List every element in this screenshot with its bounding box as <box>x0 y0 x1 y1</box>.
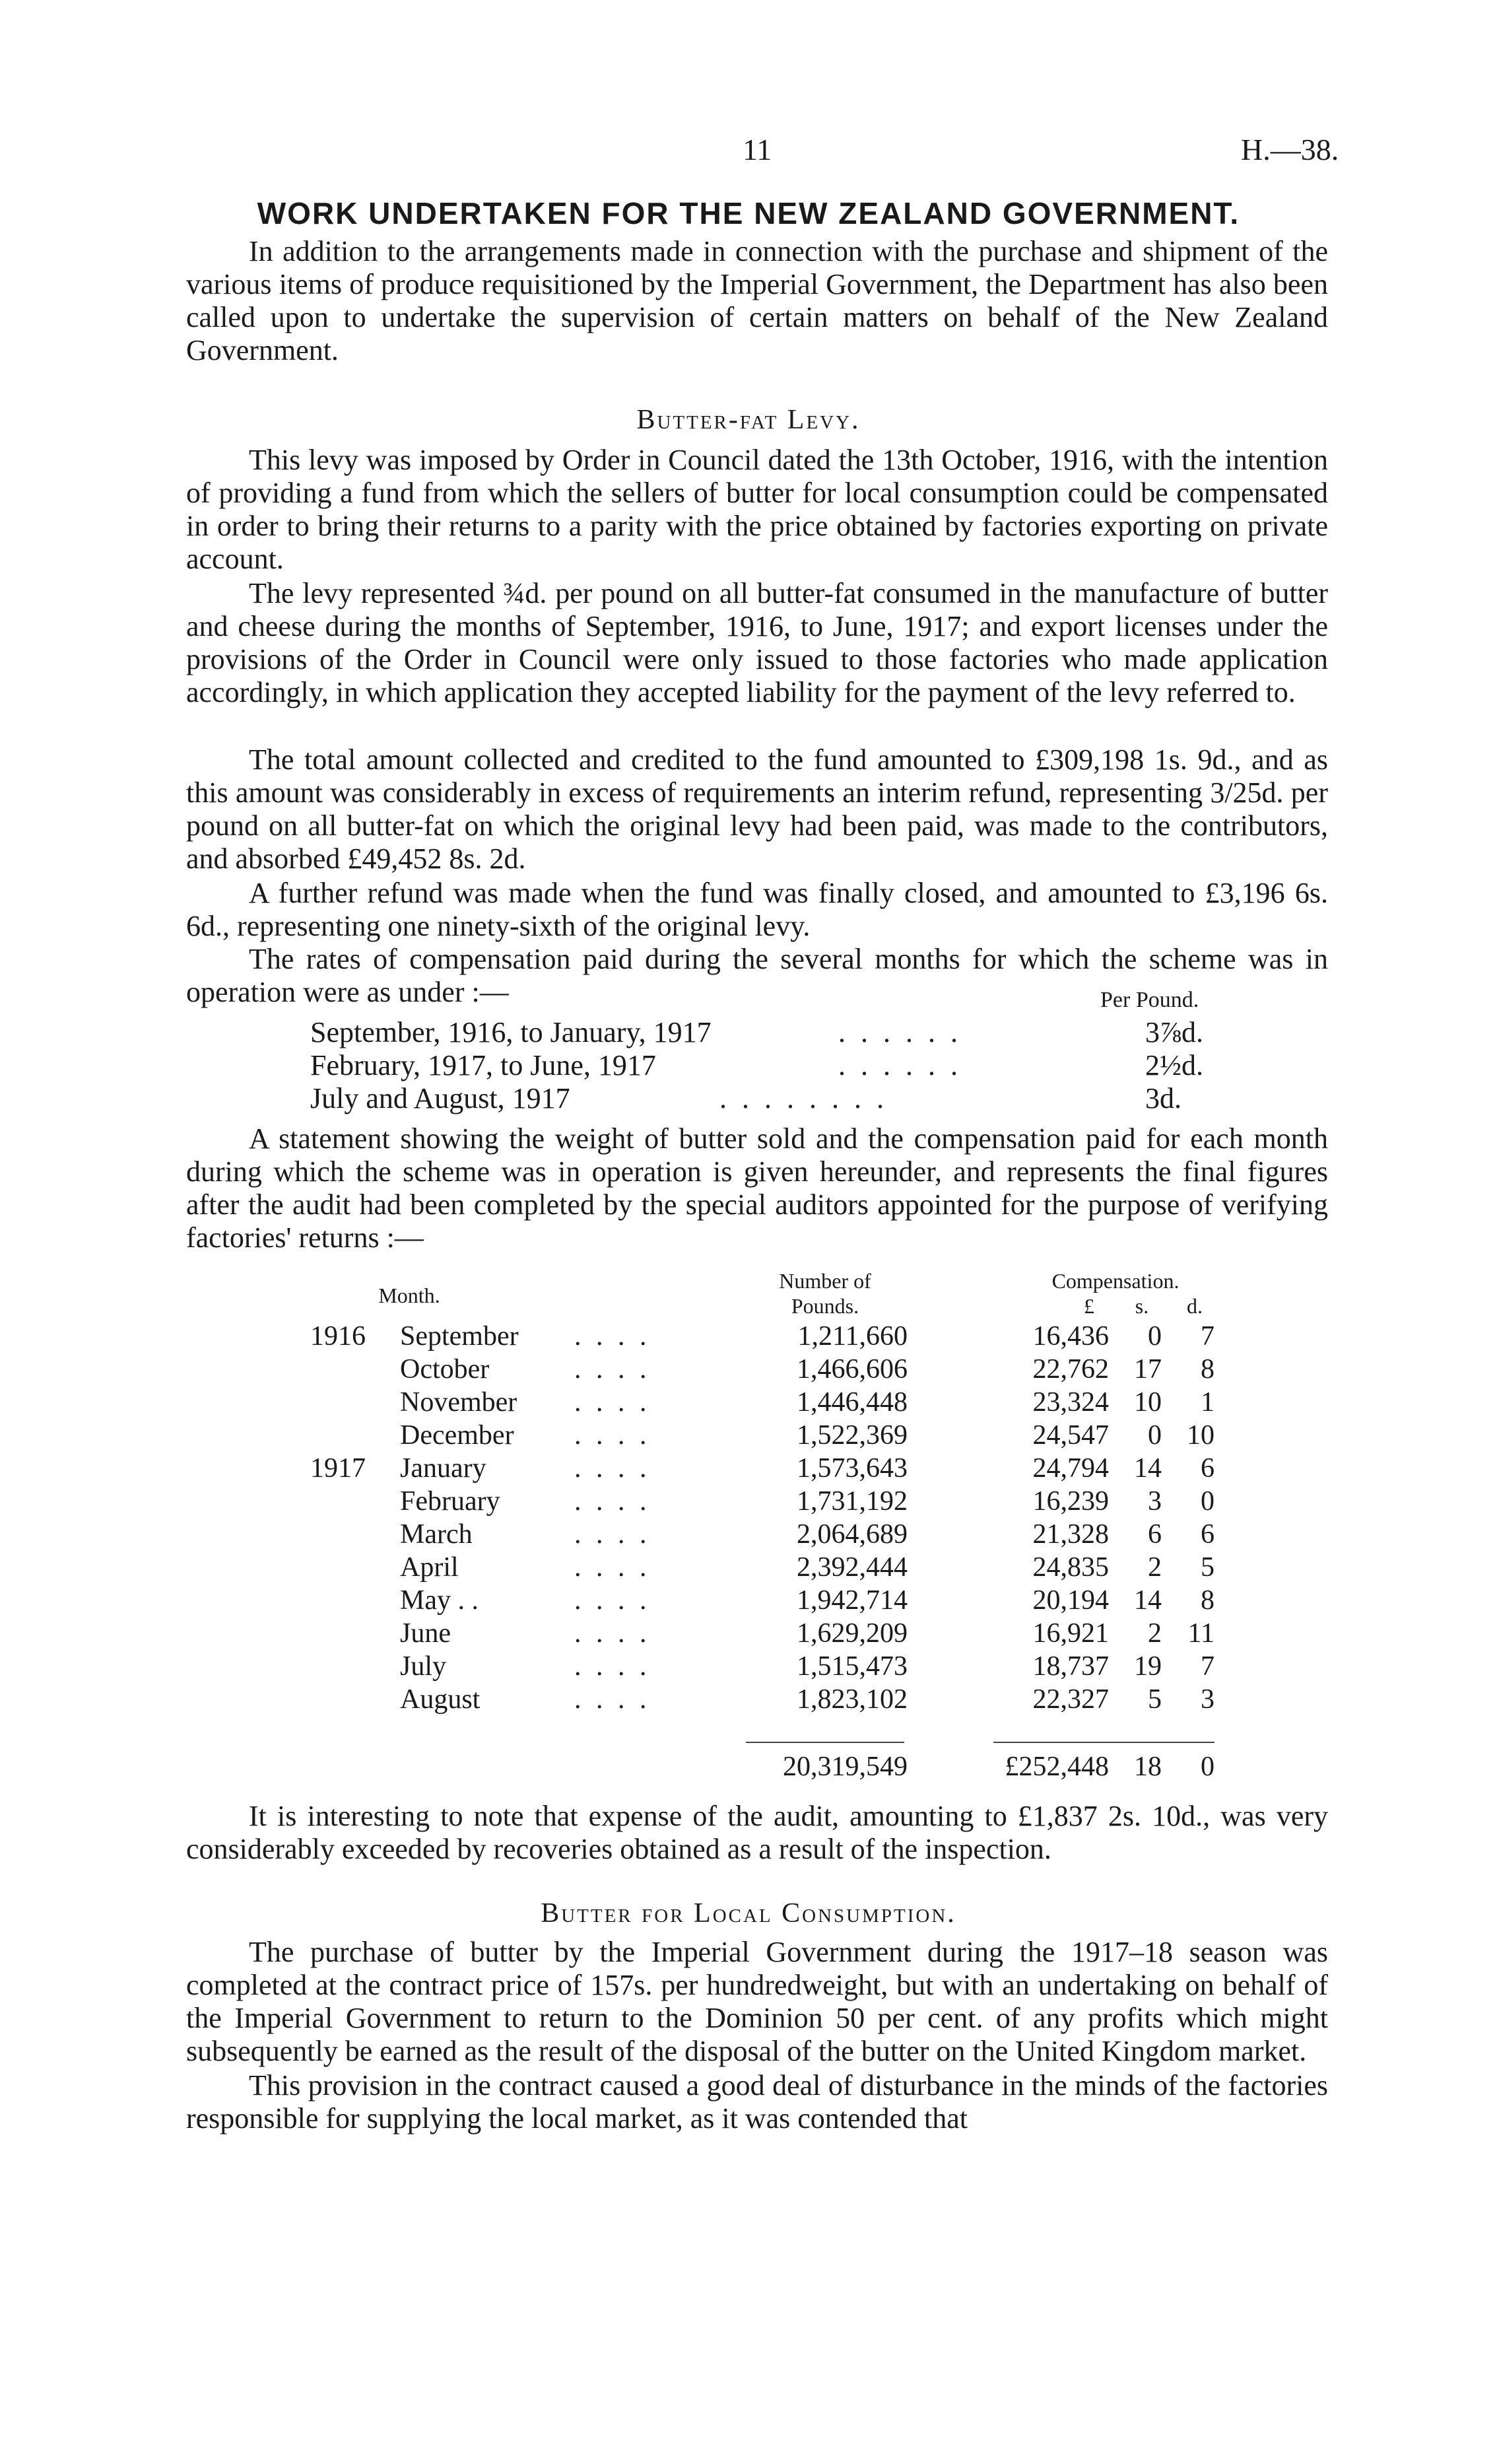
column-header-pence: d. <box>1187 1294 1203 1318</box>
levy-paragraph-5: The rates of compensation paid during the several months for which the scheme was in operation were as under :— <box>186 943 1328 1008</box>
row-month: August <box>400 1684 481 1715</box>
row-number-of-pounds: 1,823,102 <box>797 1684 908 1715</box>
row-compensation-pence: 6 <box>1201 1453 1214 1484</box>
row-number-of-pounds: 1,573,643 <box>797 1453 908 1484</box>
row-month: July <box>400 1651 447 1682</box>
rate-leader-dots: . . . . . . <box>838 1049 962 1081</box>
table-row <box>0 1519 1497 1552</box>
column-header-number-line1: Number of <box>779 1269 871 1293</box>
row-compensation-pounds-sterling: 16,921 <box>1032 1618 1109 1649</box>
row-number-of-pounds: 1,942,714 <box>797 1585 908 1616</box>
row-number-of-pounds: 1,211,660 <box>797 1321 908 1352</box>
row-compensation-shillings: 0 <box>1148 1321 1162 1352</box>
row-compensation-pounds-sterling: 16,239 <box>1032 1486 1109 1517</box>
table-row <box>0 1552 1497 1585</box>
section-title: WORK UNDERTAKEN FOR THE NEW ZEALAND GOVERNMENT. <box>257 196 1240 230</box>
column-header-month: Month. <box>378 1283 440 1307</box>
table-total-row <box>0 1751 1497 1784</box>
row-leader-dots: . . . . <box>574 1387 651 1418</box>
total-rule-pounds <box>746 1742 904 1743</box>
rate-value: 3⅞d. <box>1145 1016 1203 1048</box>
row-leader-dots: . . . . <box>574 1486 651 1517</box>
column-header-number-line2: Pounds. <box>791 1294 859 1318</box>
row-compensation-shillings: 3 <box>1148 1486 1162 1517</box>
row-leader-dots: . . . . <box>574 1453 651 1484</box>
row-number-of-pounds: 1,466,606 <box>797 1354 908 1385</box>
row-month: June <box>400 1618 451 1649</box>
row-compensation-shillings: 2 <box>1148 1618 1162 1649</box>
row-compensation-shillings: 6 <box>1148 1519 1162 1550</box>
row-month: September <box>400 1321 519 1352</box>
total-rule-compensation <box>993 1742 1214 1743</box>
table-row <box>0 1585 1497 1618</box>
row-number-of-pounds: 1,446,448 <box>797 1387 908 1418</box>
row-year: 1916 <box>310 1321 366 1352</box>
row-number-of-pounds: 1,515,473 <box>797 1651 908 1682</box>
rate-period: September, 1916, to January, 1917 <box>310 1016 712 1048</box>
row-compensation-shillings: 19 <box>1134 1651 1162 1682</box>
levy-paragraph-4: A further refund was made when the fund was finally closed, and amounted to £3,196 6s. 6d., representing one ninety-sixth of the original levy. <box>186 877 1328 942</box>
rate-value: 3d. <box>1145 1082 1181 1114</box>
row-compensation-pounds-sterling: 22,762 <box>1032 1354 1109 1385</box>
row-compensation-pounds-sterling: 24,835 <box>1032 1552 1109 1583</box>
per-pound-label: Per Pound. <box>1100 988 1199 1012</box>
levy-paragraph-7: It is interesting to note that expense of the audit, amounting to £1,837 2s. 10d., was very considerably exceeded by recoveries obtained as a result of the inspection. <box>186 1800 1328 1865</box>
row-month: January <box>400 1453 486 1484</box>
row-number-of-pounds: 1,522,369 <box>797 1420 908 1451</box>
row-month: May . . <box>400 1585 479 1616</box>
table-row <box>0 1486 1497 1519</box>
row-compensation-pence: 10 <box>1187 1420 1214 1451</box>
rate-value: 2½d. <box>1145 1049 1203 1081</box>
row-leader-dots: . . . . <box>574 1684 651 1715</box>
row-leader-dots: . . . . <box>574 1651 651 1682</box>
intro-paragraph: In addition to the arrangements made in connection with the purchase and shipment of the various items of produce requisitioned by the Imperial Government, the Department has also been called upon to undertake the supervision of certain matters on behalf of the New Zealand Government. <box>186 235 1328 366</box>
row-month: December <box>400 1420 514 1451</box>
row-compensation-pounds-sterling: 18,737 <box>1032 1651 1109 1682</box>
rate-leader-dots: . . . . . . <box>838 1016 962 1048</box>
row-compensation-pence: 0 <box>1201 1486 1214 1517</box>
row-number-of-pounds: 1,731,192 <box>797 1486 908 1517</box>
column-header-pounds-sterling: £ <box>1084 1294 1094 1318</box>
table-row <box>0 1320 1497 1353</box>
row-compensation-shillings: 2 <box>1148 1552 1162 1583</box>
local-paragraph-1: The purchase of butter by the Imperial Government during the 1917–18 season was completed at the contract price of 157s. per hundredweight, but with an undertaking on behalf of the Imperial Government to return to the Dominion 50 per cent. of any profits which might subsequently be earned as the result of the disposal of the butter on the United Kingdom market. <box>186 1936 1328 2067</box>
row-year: 1917 <box>310 1453 366 1484</box>
row-number-of-pounds: 2,392,444 <box>797 1552 908 1583</box>
levy-paragraph-2: The levy represented ¾d. per pound on all butter-fat consumed in the manufacture of butter and cheese during the months of September, 1916, to June, 1917; and export licenses under the provisions of the Order in Council were only issued to those factories who made application accordingly, in which application they accepted liability for the payment of the levy referred to. <box>186 577 1328 708</box>
row-month: October <box>400 1354 490 1385</box>
row-compensation-pence: 6 <box>1201 1519 1214 1550</box>
total-compensation-pence: 0 <box>1201 1752 1214 1782</box>
row-compensation-pence: 1 <box>1201 1387 1214 1418</box>
page-number: 11 <box>743 133 772 166</box>
row-month: March <box>400 1519 473 1550</box>
row-compensation-pence: 8 <box>1201 1354 1214 1385</box>
row-number-of-pounds: 1,629,209 <box>797 1618 908 1649</box>
row-compensation-pounds-sterling: 23,324 <box>1032 1387 1109 1418</box>
row-compensation-pence: 11 <box>1187 1618 1214 1649</box>
row-compensation-pence: 8 <box>1201 1585 1214 1616</box>
rate-leader-dots: . . . . . . . . <box>719 1082 888 1114</box>
row-number-of-pounds: 2,064,689 <box>797 1519 908 1550</box>
table-row <box>0 1618 1497 1651</box>
row-compensation-pounds-sterling: 24,547 <box>1032 1420 1109 1451</box>
row-leader-dots: . . . . <box>574 1519 651 1550</box>
total-pounds: 20,319,549 <box>783 1752 908 1782</box>
total-compensation-pounds-sterling: £252,448 <box>1005 1752 1109 1782</box>
local-paragraph-2: This provision in the contract caused a good deal of disturbance in the minds of the factories responsible for supplying the local market, as it was contended that <box>186 2069 1328 2135</box>
table-row <box>0 1453 1497 1486</box>
butter-local-heading: Butter for Local Consumption. <box>541 1898 956 1929</box>
row-compensation-shillings: 5 <box>1148 1684 1162 1715</box>
row-month: February <box>400 1486 500 1517</box>
column-header-shillings: s. <box>1135 1294 1149 1318</box>
row-month: November <box>400 1387 517 1418</box>
row-leader-dots: . . . . <box>574 1585 651 1616</box>
row-compensation-pounds-sterling: 24,794 <box>1032 1453 1109 1484</box>
row-compensation-shillings: 17 <box>1134 1354 1162 1385</box>
row-leader-dots: . . . . <box>574 1420 651 1451</box>
levy-paragraph-1: This levy was imposed by Order in Council dated the 13th October, 1916, with the intention of providing a fund from which the sellers of butter for local consumption could be compensated in order to bring their returns to a parity with the price obtained by factories exporting on private account. <box>186 444 1328 575</box>
document-reference: H.—38. <box>1241 133 1339 166</box>
levy-paragraph-3: The total amount collected and credited to the fund amounted to £309,198 1s. 9d., and as this amount was considerably in excess of requirements an interim refund, representing 3/25d. per pound on all butter-fat on which the original levy had been paid, was made to the contributors, and absorbed £49,452 8s. 2d. <box>186 743 1328 875</box>
levy-paragraph-6: A statement showing the weight of butter sold and the compensation paid for each month during which the scheme was in operation is given hereunder, and represents the final figures after the audit had been completed by the special auditors appointed for the purpose of verifying factories' returns :— <box>186 1122 1328 1254</box>
row-compensation-pence: 5 <box>1201 1552 1214 1583</box>
table-row <box>0 1684 1497 1717</box>
row-compensation-pounds-sterling: 22,327 <box>1032 1684 1109 1715</box>
row-compensation-pence: 7 <box>1201 1651 1214 1682</box>
row-compensation-shillings: 14 <box>1134 1453 1162 1484</box>
row-leader-dots: . . . . <box>574 1354 651 1385</box>
row-compensation-pence: 3 <box>1201 1684 1214 1715</box>
row-compensation-pounds-sterling: 20,194 <box>1032 1585 1109 1616</box>
row-leader-dots: . . . . <box>574 1618 651 1649</box>
row-leader-dots: . . . . <box>574 1321 651 1352</box>
row-compensation-shillings: 14 <box>1134 1585 1162 1616</box>
row-compensation-shillings: 10 <box>1134 1387 1162 1418</box>
butter-fat-levy-heading: Butter-fat Levy. <box>636 405 861 435</box>
rate-period: July and August, 1917 <box>310 1082 570 1114</box>
row-compensation-pounds-sterling: 21,328 <box>1032 1519 1109 1550</box>
total-compensation-shillings: 18 <box>1134 1752 1162 1782</box>
column-header-compensation: Compensation. <box>1051 1269 1180 1293</box>
table-row <box>0 1651 1497 1684</box>
row-compensation-shillings: 0 <box>1148 1420 1162 1451</box>
row-month: April <box>400 1552 459 1583</box>
row-compensation-pounds-sterling: 16,436 <box>1032 1321 1109 1352</box>
row-leader-dots: . . . . <box>574 1552 651 1583</box>
row-compensation-pence: 7 <box>1201 1321 1214 1352</box>
rate-period: February, 1917, to June, 1917 <box>310 1049 656 1081</box>
table-row <box>0 1353 1497 1386</box>
table-row <box>0 1420 1497 1453</box>
table-row <box>0 1386 1497 1420</box>
